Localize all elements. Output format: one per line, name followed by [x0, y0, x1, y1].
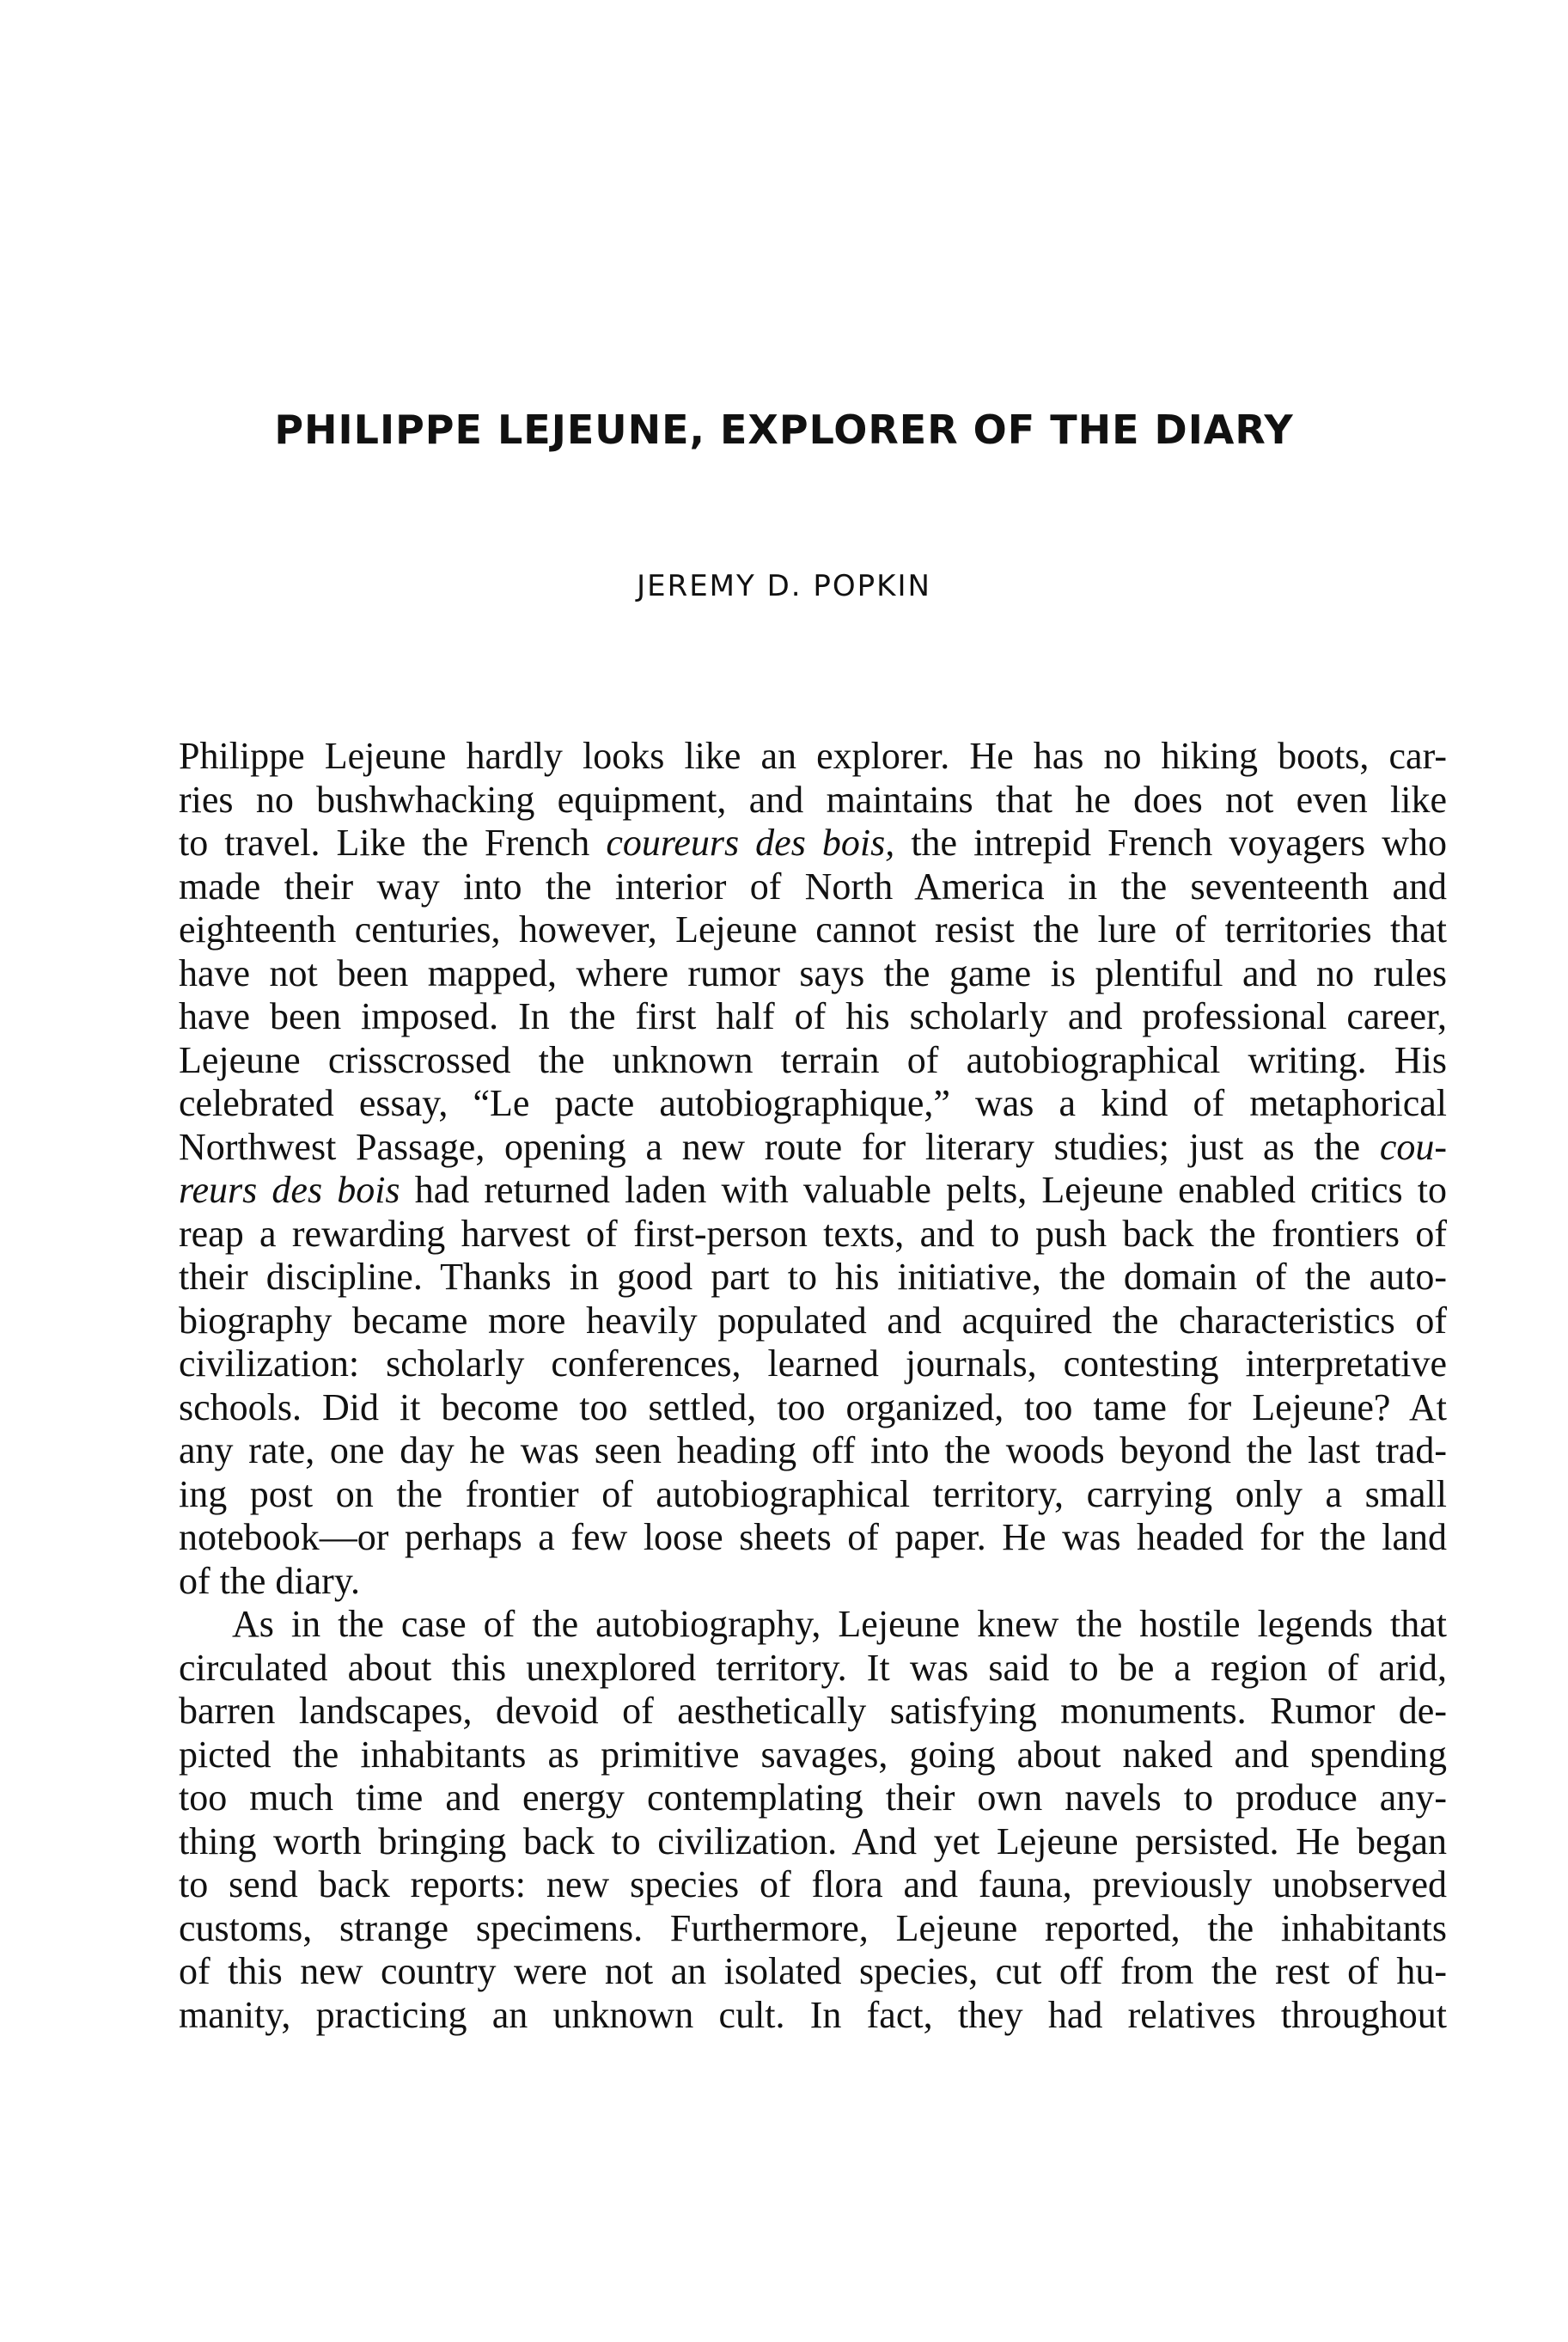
text-segment: celebrated essay, “Le pacte autobiographique,” was a kind of metaphorical	[179, 1082, 1447, 1124]
text-segment: made their way into the interior of North America in the seventeenth and	[179, 865, 1447, 908]
text-segment: ries no bushwhacking equipment, and maintains that he does not even like	[179, 778, 1447, 821]
text-segment: thing worth bringing back to civilization. And yet Lejeune persisted. He began	[179, 1819, 1447, 1862]
text-segment: their discipline. Thanks in good part to his initiative, the domain of the auto-	[179, 1256, 1447, 1298]
text-segment: barren landscapes, devoid of aesthetically satisfying monuments. Rumor de-	[179, 1690, 1447, 1732]
text-segment: reap a rewarding harvest of first-person texts, and to push back the frontiers of	[179, 1212, 1447, 1255]
text-line	[179, 1560, 1447, 1604]
paragraph-1	[179, 735, 1447, 1603]
text-segment: circulated about this unexplored territory. It was said to be a region of arid,	[179, 1646, 1447, 1689]
text-line	[179, 1516, 1447, 1560]
text-segment: to send back reports: new species of flora and fauna, previously unobserved	[179, 1863, 1447, 1905]
text-line	[179, 779, 1447, 822]
text-line	[179, 1863, 1447, 1907]
text-segment: As in the case of the autobiography, Lejeune knew the hostile legends that	[232, 1603, 1447, 1645]
text-line	[179, 735, 1447, 779]
article-body	[179, 735, 1447, 2037]
text-line	[179, 1256, 1447, 1299]
text-segment: picted the inhabitants as primitive savages, going about naked and spending	[179, 1733, 1447, 1776]
text-line	[179, 1342, 1447, 1386]
text-segment: of this new country were not an isolated species, cut off from the rest of hu-	[179, 1950, 1447, 1992]
italic-text: cou-	[1379, 1125, 1447, 1168]
text-line	[179, 1690, 1447, 1734]
text-segment: had returned laden with valuable pelts, Lejeune enabled critics to	[400, 1169, 1448, 1211]
text-segment: biography became more heavily populated and acquired the characteristics of	[179, 1299, 1447, 1342]
text-segment: Northwest Passage, opening a new route for literary studies; just as the	[179, 1125, 1380, 1168]
text-segment: customs, strange specimens. Furthermore, Lejeune reported, the inhabitants	[179, 1906, 1447, 1949]
text-segment: have not been mapped, where rumor says the game is plentiful and no rules	[179, 951, 1447, 994]
text-line	[179, 1776, 1447, 1820]
text-line	[179, 1647, 1447, 1691]
text-segment: manity, practicing an unknown cult. In fact, they had relatives throughout	[179, 1993, 1447, 2036]
text-line	[179, 1907, 1447, 1951]
text-line	[179, 1603, 1447, 1647]
text-segment: eighteenth centuries, however, Lejeune cannot resist the lure of territories that	[179, 908, 1447, 951]
text-segment: have been imposed. In the first half of his scholarly and professional career,	[179, 995, 1447, 1037]
text-line	[179, 1820, 1447, 1864]
text-line	[179, 1039, 1447, 1083]
author-name: JEREMY D. POPKIN	[637, 569, 931, 603]
text-segment: civilization: scholarly conferences, learned journals, contesting interpretative	[179, 1342, 1447, 1385]
text-line	[179, 1473, 1447, 1517]
text-line	[179, 952, 1447, 996]
text-line	[179, 1429, 1447, 1473]
text-segment: Philippe Lejeune hardly looks like an explorer. He has no hiking boots, car-	[179, 735, 1447, 777]
text-segment: too much time and energy contemplating their own navels to produce any-	[179, 1776, 1447, 1819]
paragraph-2	[179, 1603, 1447, 2037]
text-line	[179, 1386, 1447, 1430]
text-line	[179, 1994, 1447, 2038]
text-line	[179, 908, 1447, 952]
text-line	[179, 1169, 1447, 1213]
text-segment: any rate, one day he was seen heading off into the woods beyond the last trad-	[179, 1429, 1447, 1471]
text-segment: notebook—or perhaps a few loose sheets of paper. He was headed for the land	[179, 1516, 1447, 1558]
text-segment: Lejeune crisscrossed the unknown terrain of autobiographical writing. His	[179, 1038, 1447, 1081]
italic-text: reurs des bois	[179, 1169, 400, 1211]
text-line	[179, 865, 1447, 909]
article-title: PHILIPPE LEJEUNE, EXPLORER OF THE DIARY	[274, 407, 1294, 453]
text-line	[179, 822, 1447, 865]
text-segment: of the diary.	[179, 1559, 360, 1602]
text-line	[179, 1299, 1447, 1343]
text-line	[179, 1950, 1447, 1994]
text-line	[179, 1734, 1447, 1777]
text-segment: to travel. Like the French	[179, 822, 607, 864]
text-line	[179, 1213, 1447, 1257]
text-line	[179, 1126, 1447, 1170]
italic-text: coureurs des bois,	[606, 822, 895, 864]
text-segment: schools. Did it become too settled, too organized, too tame for Lejeune? At	[179, 1385, 1447, 1428]
text-segment: the intrepid French voyagers who	[894, 822, 1448, 864]
text-segment: ing post on the frontier of autobiographical territory, carrying only a small	[179, 1472, 1447, 1515]
text-line	[179, 995, 1447, 1039]
text-line	[179, 1082, 1447, 1126]
